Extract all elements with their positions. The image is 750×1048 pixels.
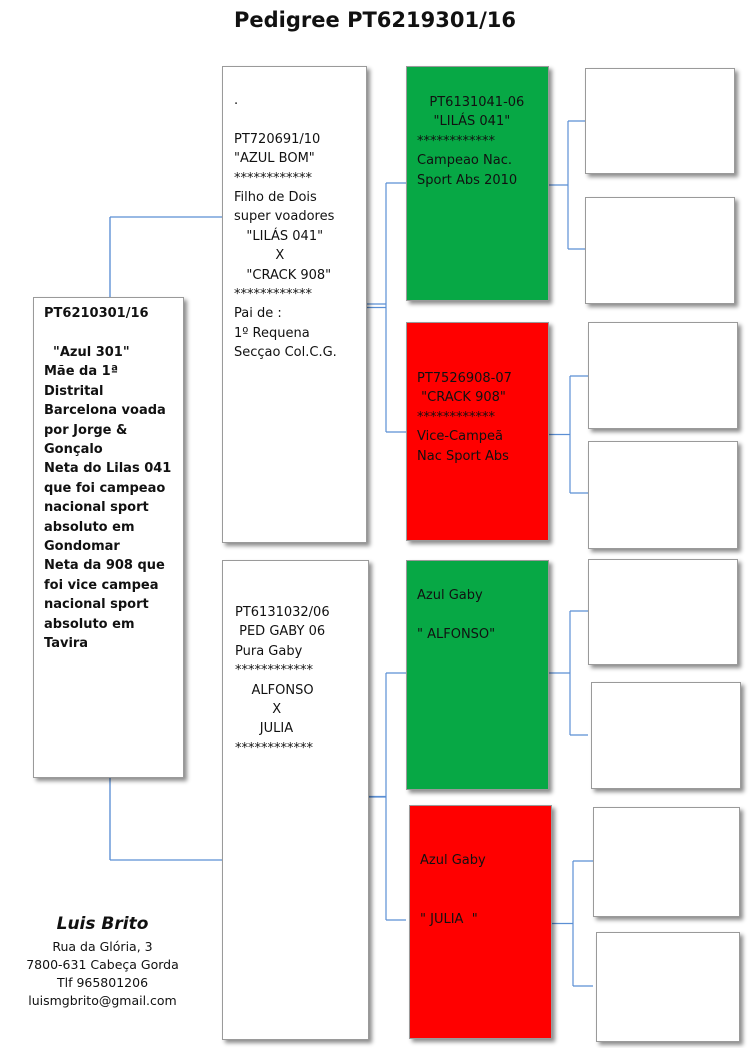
contact-block: [0, 912, 205, 1010]
dam-dam-line2: " JULIA ": [420, 912, 478, 927]
empty-ancestor-box: [588, 559, 738, 665]
sire-sire-description: PT6131041-06 "LILÁS 041" ************ Campeao Nac. Sport Abs 2010: [417, 95, 525, 188]
contact-city: 7800-631 Cabeça Gorda: [26, 957, 179, 972]
subject-description: "Azul 301" Mãe da 1ª Distrital Barcelona voada por Jorge & Gonçalo Neta do Lilas 041 que foi campeao nacional sport absoluto em Gondomar Neta da 908 que foi vice campea nacional sport absoluto em Tavira: [44, 345, 172, 652]
dam-sire-description: Azul Gaby " ALFONSO": [417, 588, 496, 642]
sire-card: [222, 66, 367, 543]
page-title: Pedigree PT6219301/16: [234, 8, 516, 32]
sire-sire-card: [406, 66, 549, 301]
dam-sire-card: [406, 560, 549, 790]
subject-ring-number: PT6210301/16: [44, 306, 149, 321]
sire-dam-description: PT7526908-07 "CRACK 908" ************ Vice-Campeã Nac Sport Abs: [417, 371, 512, 464]
contact-email[interactable]: luismgbrito@gmail.com: [28, 993, 177, 1008]
dam-description: PT6131032/06 PED GABY 06 Pura Gaby ************ ALFONSO X JULIA ************: [235, 605, 330, 756]
empty-ancestor-box: [585, 68, 735, 174]
contact-phone: Tlf 965801206: [56, 975, 149, 990]
sire-dam-card: [406, 322, 549, 541]
contact-address: Rua da Glória, 3: [52, 939, 153, 954]
empty-ancestor-box: [596, 932, 740, 1042]
empty-ancestor-box: [591, 682, 741, 789]
dam-dam-line1: Azul Gaby: [420, 853, 486, 868]
empty-ancestor-box: [585, 197, 735, 304]
dam-dam-card: [409, 805, 552, 1039]
contact-name: Luis Brito: [56, 914, 149, 934]
empty-ancestor-box: [588, 441, 738, 549]
dam-card: [222, 560, 369, 1040]
empty-ancestor-box: [588, 322, 738, 429]
subject-card: [33, 297, 184, 778]
sire-description: . PT720691/10 "AZUL BOM" ************ Filho de Dois super voadores "LILÁS 041" X "CRACK 908" ************ Pai de : 1º Requena Secçao Col.C.G.: [234, 93, 337, 361]
empty-ancestor-box: [593, 807, 740, 917]
